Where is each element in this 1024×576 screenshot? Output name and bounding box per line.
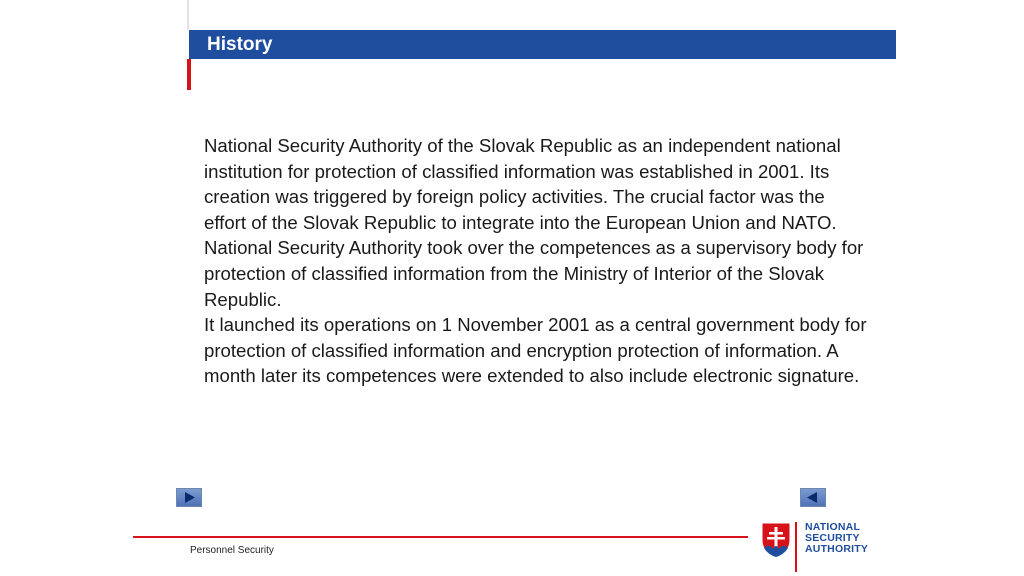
logo-line-authority: AUTHORITY <box>805 543 869 555</box>
previous-slide-button[interactable] <box>800 488 826 507</box>
play-right-icon <box>177 489 201 506</box>
slide-title: History <box>189 30 896 59</box>
title-accent-mark <box>187 59 191 90</box>
logo-line-national: NATIONAL <box>805 521 861 533</box>
slovak-coat-of-arms-icon <box>761 522 791 558</box>
logo-divider <box>795 522 797 572</box>
slide-body <box>204 133 869 389</box>
paragraph-establishment: National Security Authority of the Slovak Republic as an independent national institution for protection of classified information was established in 2001. Its creation was triggered by foreign policy activities. The crucial factor was the effort of the Slovak Republic to integrate into the European Union and NATO. <box>204 135 841 233</box>
play-left-icon <box>801 489 825 506</box>
next-slide-button[interactable] <box>176 488 202 507</box>
paragraph-operations: It launched its operations on 1 November 2001 as a central government body for protection of classified information and encryption protection of information. A month later its competences were extended to also include electronic signature. <box>204 314 867 387</box>
logo-line-security: SECURITY <box>805 532 860 544</box>
nsa-logo-text <box>805 522 868 555</box>
footer-label: Personnel Security <box>190 545 274 556</box>
paragraph-competences: National Security Authority took over the competences as a supervisory body for protection of classified information from the Ministry of Interior of the Slovak Republic. <box>204 237 864 310</box>
left-vertical-rule <box>187 0 189 30</box>
footer-divider <box>133 536 748 538</box>
